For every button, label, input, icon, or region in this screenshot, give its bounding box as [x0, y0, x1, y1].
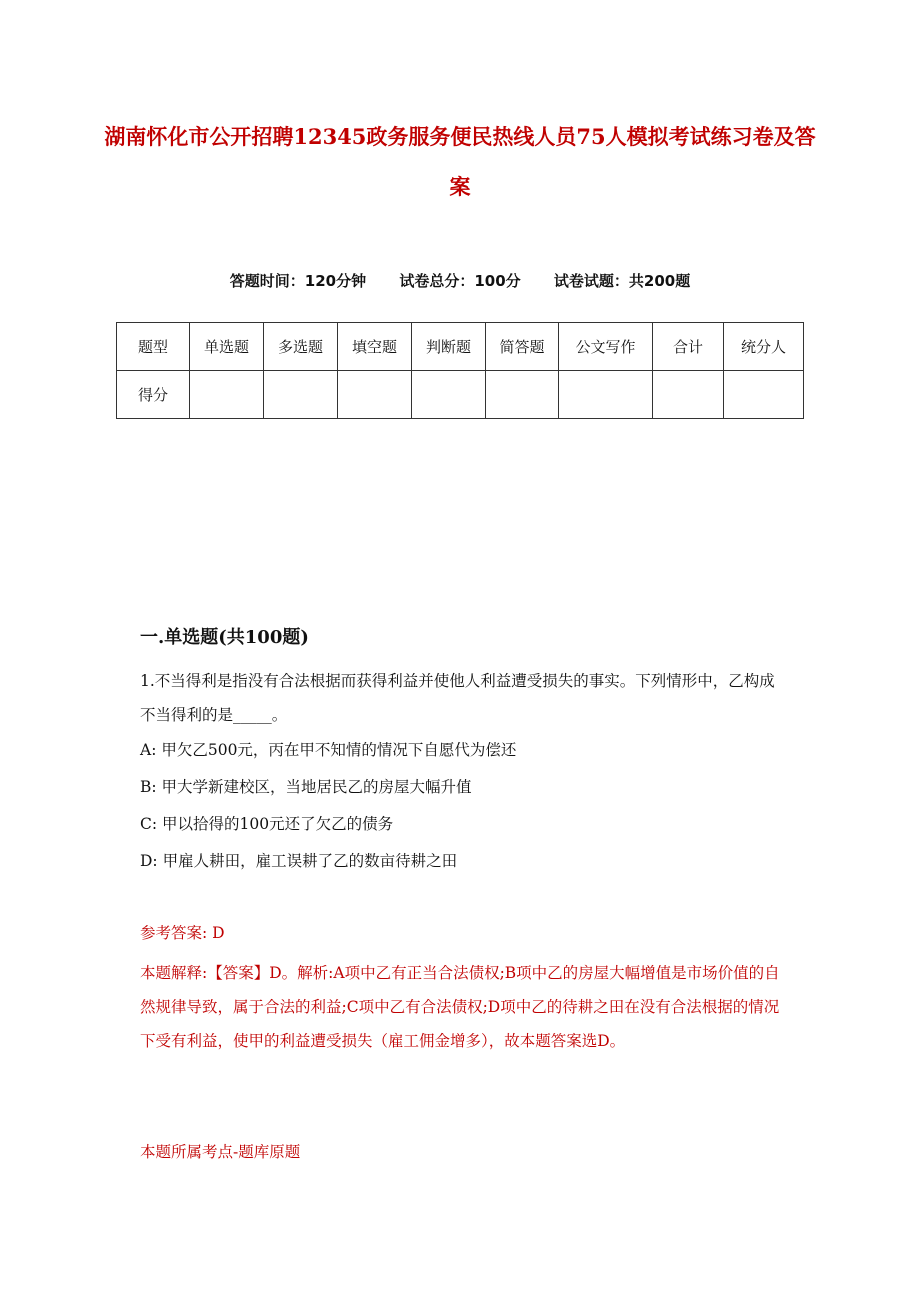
option-d: D: 甲雇人耕田，雇工误耕了乙的数亩待耕之田 [140, 852, 458, 870]
score-cell [559, 371, 653, 419]
score-table-score-row [117, 371, 804, 419]
score-table-header-row [117, 323, 804, 371]
score-header-cell: 填空题 [338, 323, 412, 371]
score-cell [264, 371, 338, 419]
exam-time: 答题时间：120分钟 [229, 272, 367, 290]
question-text: 1.不当得利是指没有合法根据而获得利益并使他人利益遭受损失的事实。下列情形中，乙构成不当得利的是_____。 [140, 672, 775, 724]
score-header-cell: 多选题 [264, 323, 338, 371]
section-title: 一.单选题(共100题) [140, 627, 309, 648]
score-cell [724, 371, 804, 419]
score-header-cell: 合计 [653, 323, 724, 371]
score-header-cell: 单选题 [190, 323, 264, 371]
reference-answer: 参考答案: D [140, 924, 225, 942]
score-cell [190, 371, 264, 419]
exam-total-score: 试卷总分：100分 [399, 272, 521, 290]
option-a: A: 甲欠乙500元，丙在甲不知情的情况下自愿代为偿还 [140, 741, 517, 759]
option-b: B: 甲大学新建校区，当地居民乙的房屋大幅升值 [140, 778, 472, 796]
score-cell [412, 371, 486, 419]
score-cell [486, 371, 559, 419]
score-header-cell: 判断题 [412, 323, 486, 371]
score-cell [653, 371, 724, 419]
score-table [116, 322, 804, 419]
score-header-cell: 统分人 [724, 323, 804, 371]
score-header-cell: 题型 [117, 323, 190, 371]
score-cell [338, 371, 412, 419]
document-title: 湖南怀化市公开招聘12345政务服务便民热线人员75人模拟考试练习卷及答案 [104, 124, 816, 199]
score-header-cell: 公文写作 [559, 323, 653, 371]
answer-explanation: 本题解释:【答案】D。解析:A项中乙有正当合法债权;B项中乙的房屋大幅增值是市场价值的自然规律导致，属于合法的利益;C项中乙有合法债权;D项中乙的待耕之田在没有合法根据的情况下受有利益，使甲的利益遭受损失（雇工佣金增多），故本题答案选D。 [140, 964, 780, 1050]
score-row-label: 得分 [117, 371, 190, 419]
option-c: C: 甲以拾得的100元还了欠乙的债务 [140, 815, 394, 833]
exam-question-count: 试卷试题：共200题 [553, 272, 691, 290]
knowledge-point: 本题所属考点-题库原题 [140, 1143, 301, 1161]
score-header-cell: 简答题 [486, 323, 559, 371]
exam-meta [0, 270, 920, 291]
